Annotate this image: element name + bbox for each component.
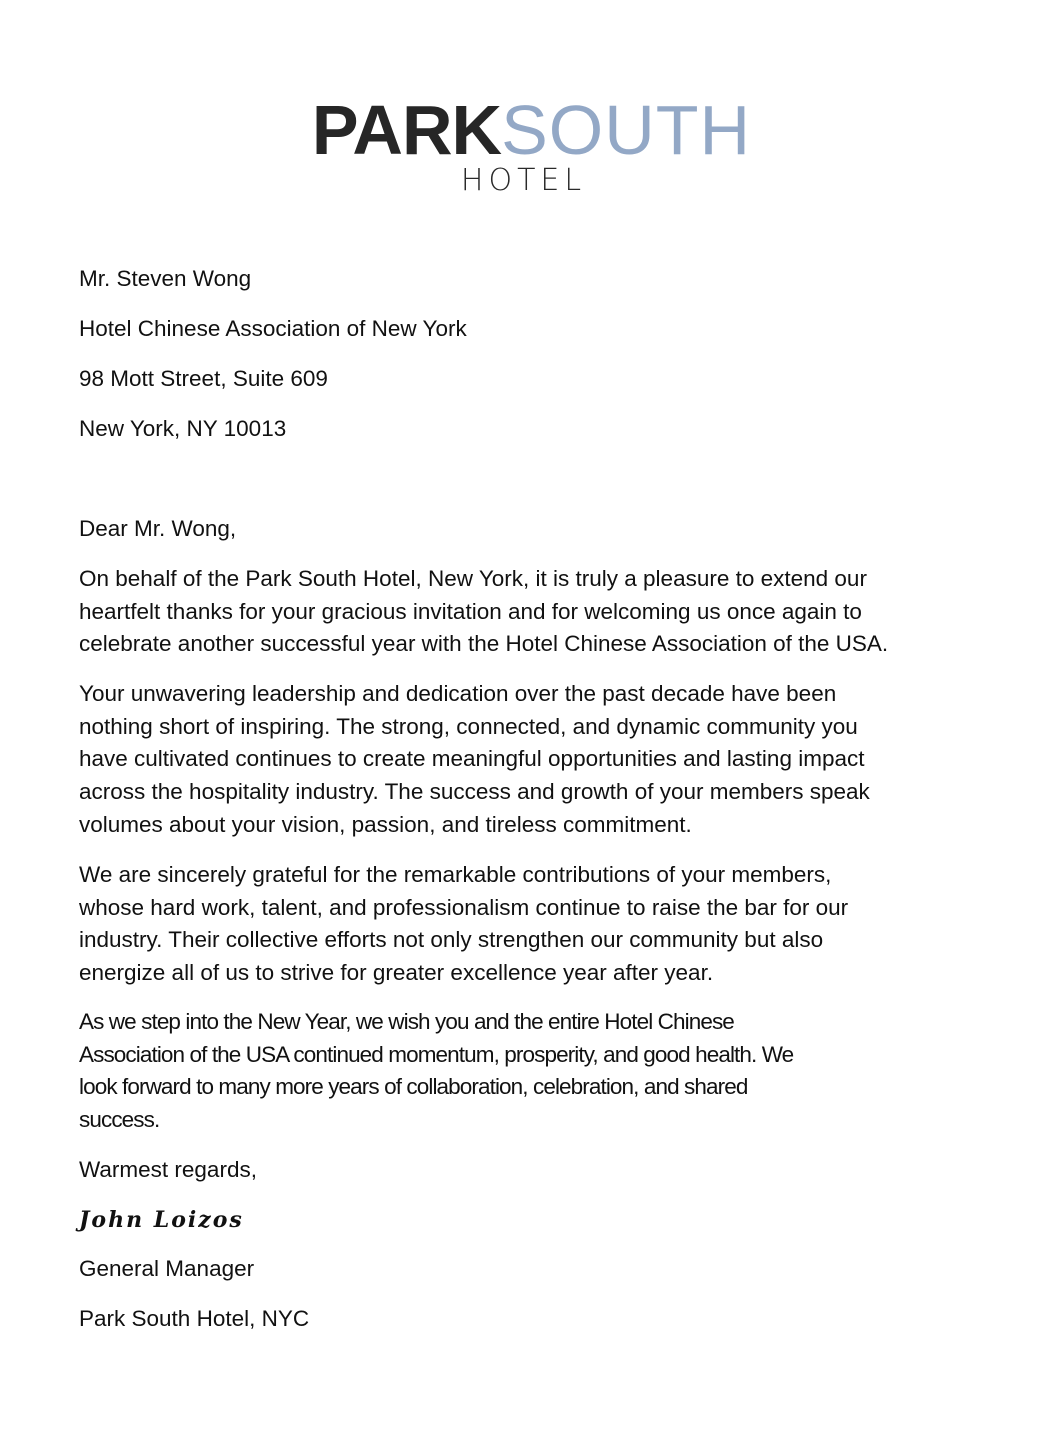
signature: John Loizos [79, 1207, 244, 1233]
paragraph-line: heartfelt thanks for your gracious invitation and for welcoming us once again to [79, 598, 862, 624]
paragraph-line: celebrate another successful year with the Hotel Chinese Association of the USA. [79, 631, 889, 657]
salutation: Dear Mr. Wong, [79, 516, 237, 541]
paragraph-line: energize all of us to strive for greater excellence year after year. [79, 960, 714, 986]
closing: Warmest regards, [79, 1157, 257, 1182]
paragraph-2 [79, 678, 969, 842]
logo-wordmark [10, 92, 1043, 168]
paragraph-line: whose hard work, talent, and professionalism continue to raise the bar for our [79, 894, 849, 920]
logo-word-south: SOUTH [501, 91, 752, 169]
signer-company: Park South Hotel, NYC [79, 1306, 310, 1331]
paragraph-3 [79, 859, 969, 990]
paragraph-line: success. [79, 1107, 160, 1133]
paragraph-line: Association of the USA continued momentum, prosperity, and good health. We [79, 1041, 794, 1067]
recipient-organization: Hotel Chinese Association of New York [79, 316, 467, 341]
paragraph-line: industry. Their collective efforts not only strengthen our community but also [79, 927, 824, 953]
signer-title: General Manager [79, 1256, 255, 1281]
paragraph-line: We are sincerely grateful for the remarkable contributions of your members, [79, 862, 832, 887]
paragraph-1 [79, 563, 969, 661]
paragraph-line: look forward to many more years of collaboration, celebration, and shared [79, 1074, 748, 1100]
paragraph-line: nothing short of inspiring. The strong, connected, and dynamic community you [79, 713, 858, 739]
paragraph-line: On behalf of the Park South Hotel, New York, it is truly a pleasure to extend our [79, 566, 867, 591]
logo-subtitle: HOTEL [460, 163, 587, 198]
paragraph-4 [79, 1006, 969, 1137]
paragraph-line: across the hospitality industry. The success and growth of your members speak [79, 779, 870, 805]
logo-word-park: PARK [311, 91, 502, 169]
recipient-city: New York, NY 10013 [79, 416, 287, 441]
recipient-street: 98 Mott Street, Suite 609 [79, 366, 328, 391]
recipient-name: Mr. Steven Wong [79, 266, 252, 291]
park-south-hotel-logo [0, 92, 1043, 198]
paragraph-line: have cultivated continues to create meaningful opportunities and lasting impact [79, 746, 865, 772]
paragraph-line: Your unwavering leadership and dedication over the past decade have been [79, 681, 837, 706]
paragraph-line: As we step into the New Year, we wish you and the entire Hotel Chinese [79, 1009, 734, 1034]
paragraph-line: volumes about your vision, passion, and tireless commitment. [79, 811, 692, 837]
